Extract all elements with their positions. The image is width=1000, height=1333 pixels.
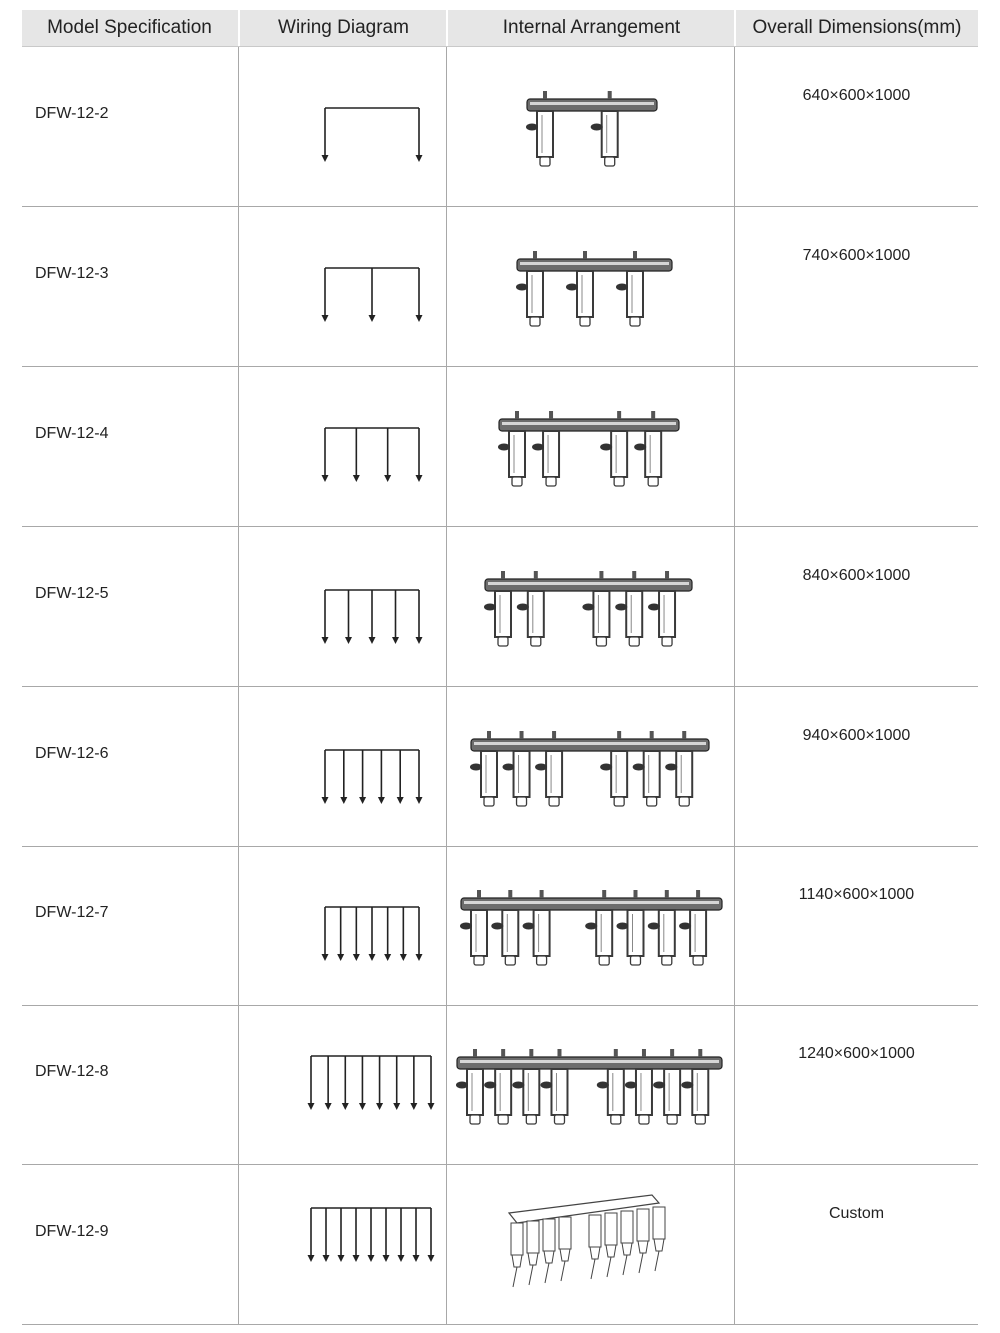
wiring-feeder — [345, 590, 352, 644]
wiring-diagram — [239, 207, 446, 366]
wiring-feeder — [337, 907, 344, 961]
wiring-feeder — [410, 1056, 417, 1110]
wiring-feeder — [325, 1056, 332, 1110]
wiring-feeder — [369, 590, 376, 644]
wiring-feeder — [359, 1056, 366, 1110]
wiring-diagram — [239, 1165, 446, 1324]
internal-arrangement-drawing — [447, 367, 734, 526]
overall-dimensions: Custom — [828, 1204, 885, 1222]
wiring-feeder — [369, 268, 376, 322]
wiring-feeder — [428, 1056, 435, 1110]
wiring-feeder — [397, 750, 404, 804]
table-row — [22, 687, 978, 847]
table-row — [22, 207, 978, 367]
overall-dimensions: 1240×600×1000 — [798, 1044, 915, 1062]
wiring-diagram — [239, 367, 446, 526]
model-specification: DFW-12-4 — [35, 424, 109, 442]
table-row — [22, 1005, 978, 1165]
wiring-feeder — [400, 907, 407, 961]
table-row — [22, 527, 978, 687]
wiring-feeder — [322, 907, 329, 961]
model-specification: DFW-12-3 — [35, 264, 109, 282]
column-divider — [238, 47, 239, 1324]
wiring-feeder — [416, 268, 423, 322]
wiring-feeder — [322, 590, 329, 644]
wiring-feeder — [393, 1056, 400, 1110]
wiring-feeder — [384, 907, 391, 961]
wiring-diagram — [239, 687, 446, 846]
model-specification: DFW-12-2 — [35, 104, 109, 122]
wiring-feeder — [368, 1208, 375, 1262]
wiring-feeder — [376, 1056, 383, 1110]
table-row — [22, 1165, 978, 1325]
internal-arrangement-drawing — [447, 846, 734, 1005]
header-overall-dimensions: Overall Dimensions(mm) — [752, 17, 962, 38]
header-model-specification: Model Specification — [47, 17, 212, 38]
custom-arrangement-sketch — [509, 1195, 665, 1287]
wiring-diagram — [239, 527, 446, 686]
wiring-feeder — [378, 750, 385, 804]
wiring-feeder — [416, 907, 423, 961]
table-row — [22, 846, 978, 1006]
internal-arrangement-drawing — [447, 1165, 734, 1324]
internal-arrangement-drawing — [447, 527, 734, 686]
wiring-feeder — [322, 268, 329, 322]
wiring-feeder — [413, 1208, 420, 1262]
table-row — [22, 47, 978, 207]
wiring-feeder — [322, 750, 329, 804]
wiring-feeder — [428, 1208, 435, 1262]
model-specification: DFW-12-6 — [35, 744, 109, 762]
wiring-feeder — [308, 1056, 315, 1110]
internal-arrangement-drawing — [447, 207, 734, 366]
overall-dimensions: 840×600×1000 — [802, 566, 911, 584]
wiring-feeder — [416, 590, 423, 644]
wiring-feeder — [342, 1056, 349, 1110]
overall-dimensions: 640×600×1000 — [802, 86, 911, 104]
header-wiring-diagram: Wiring Diagram — [278, 17, 409, 38]
wiring-feeder — [322, 428, 329, 482]
wiring-diagram — [239, 846, 446, 1005]
wiring-feeder — [416, 108, 423, 162]
column-divider — [734, 47, 735, 1324]
internal-arrangement-drawing — [447, 687, 734, 846]
wiring-feeder — [359, 750, 366, 804]
overall-dimensions: 940×600×1000 — [802, 726, 911, 744]
wiring-feeder — [369, 907, 376, 961]
wiring-feeder — [353, 428, 360, 482]
table-row — [22, 367, 978, 527]
wiring-feeder — [353, 1208, 360, 1262]
table-header — [22, 10, 978, 46]
wiring-diagram — [239, 47, 446, 206]
wiring-feeder — [322, 108, 329, 162]
wiring-feeder — [338, 1208, 345, 1262]
model-specification: DFW-12-5 — [35, 584, 109, 602]
overall-dimensions: 1140×600×1000 — [798, 885, 915, 903]
overall-dimensions: 740×600×1000 — [802, 246, 911, 264]
model-specification: DFW-12-8 — [35, 1062, 109, 1080]
model-specification: DFW-12-9 — [35, 1222, 109, 1240]
wiring-feeder — [340, 750, 347, 804]
wiring-feeder — [323, 1208, 330, 1262]
wiring-feeder — [416, 428, 423, 482]
wiring-feeder — [398, 1208, 405, 1262]
wiring-feeder — [384, 428, 391, 482]
wiring-feeder — [308, 1208, 315, 1262]
internal-arrangement-drawing — [447, 47, 734, 206]
internal-arrangement-drawing — [447, 1005, 734, 1164]
column-divider — [446, 47, 447, 1324]
wiring-feeder — [416, 750, 423, 804]
model-specification: DFW-12-7 — [35, 903, 109, 921]
wiring-diagram — [239, 1005, 446, 1164]
header-internal-arrangement: Internal Arrangement — [502, 17, 681, 38]
wiring-feeder — [353, 907, 360, 961]
wiring-feeder — [383, 1208, 390, 1262]
wiring-feeder — [392, 590, 399, 644]
